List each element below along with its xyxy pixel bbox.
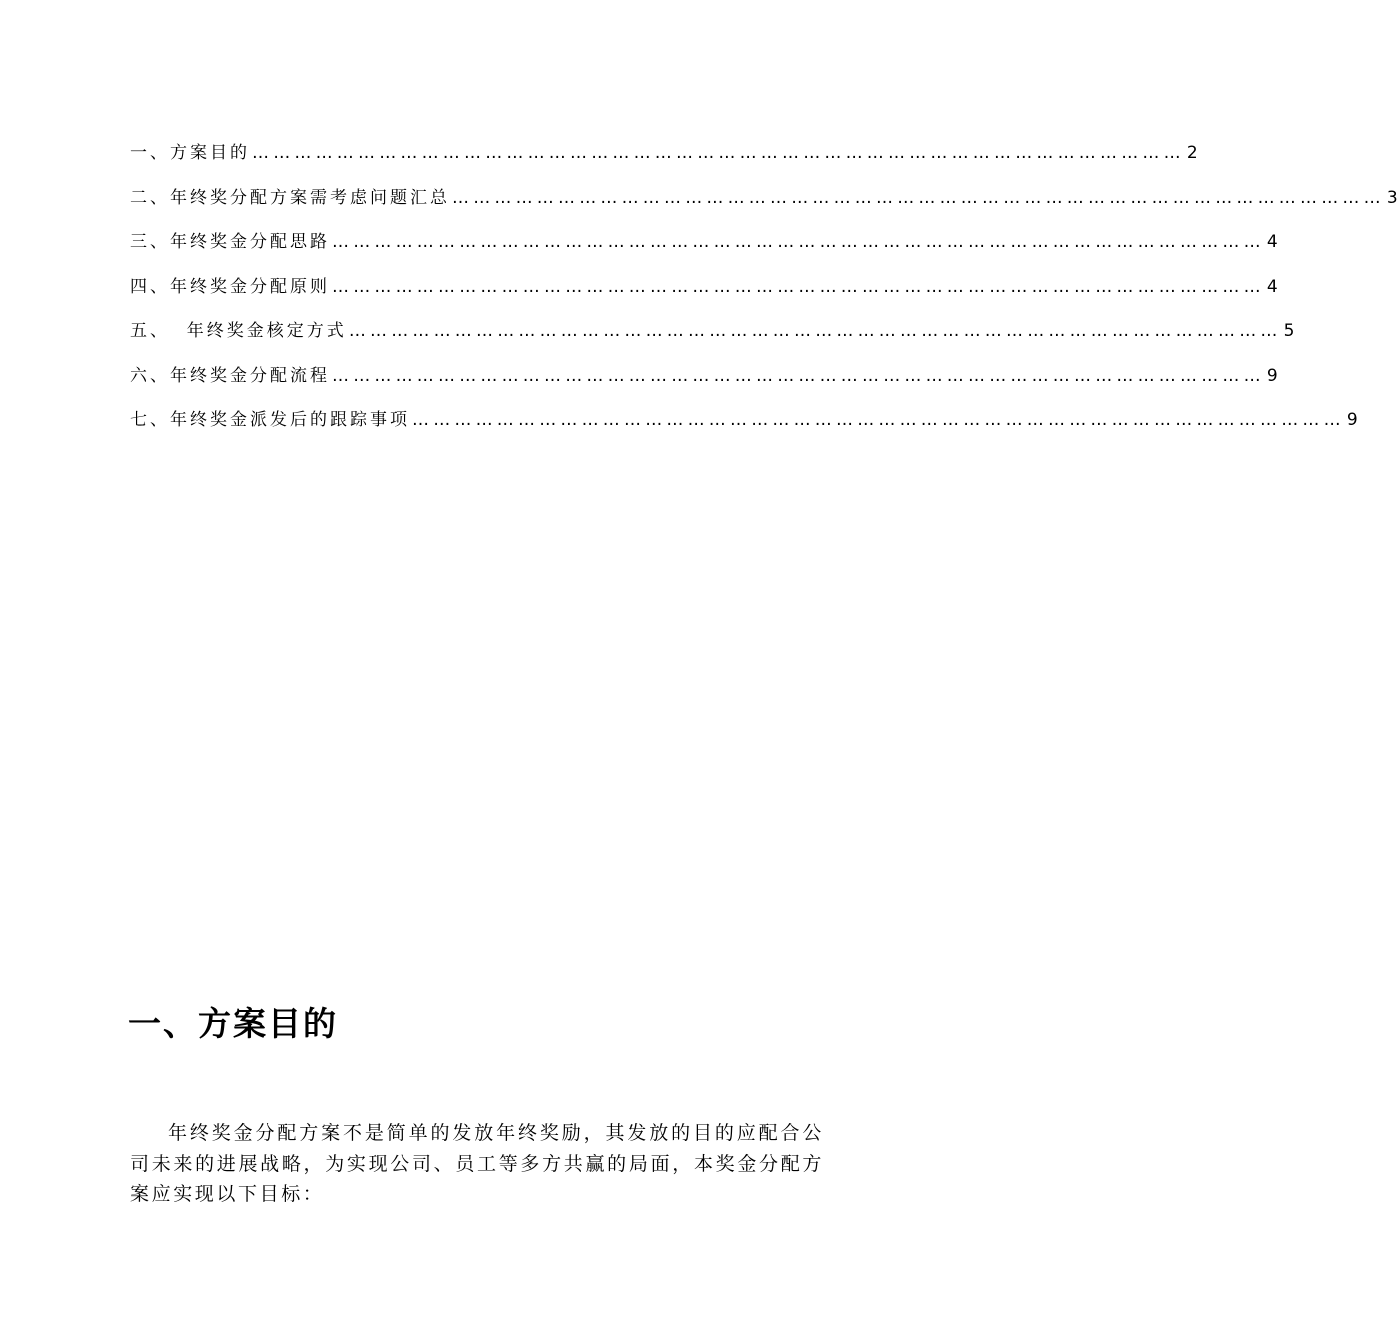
table-of-contents bbox=[130, 138, 1398, 450]
section-heading: 一、方案目的 bbox=[128, 1004, 338, 1043]
toc-page-number: 4 bbox=[1266, 276, 1278, 297]
toc-entry-label: 三、年终奖金分配思路 bbox=[130, 232, 330, 252]
toc-page-number: 4 bbox=[1266, 232, 1278, 252]
toc-entry[interactable] bbox=[130, 272, 1278, 317]
toc-entry[interactable] bbox=[130, 138, 1198, 183]
toc-entry[interactable] bbox=[130, 316, 1295, 361]
toc-leader-dots: …………………………………………………………………………………………………………………… bbox=[332, 232, 1265, 252]
toc-entry[interactable] bbox=[130, 183, 1398, 228]
toc-entry-label: 五、 年终奖金核定方式 bbox=[130, 321, 347, 341]
toc-entry[interactable] bbox=[130, 361, 1278, 406]
toc-page-number: 9 bbox=[1346, 410, 1358, 430]
toc-page-number: 3 bbox=[1386, 187, 1398, 208]
toc-entry-label: 二、年终奖分配方案需考虑问题汇总 bbox=[130, 187, 450, 208]
toc-leader-dots: …………………………………………………………………………………………………………………… bbox=[348, 321, 1282, 341]
toc-page-number: 9 bbox=[1266, 365, 1278, 386]
toc-leader-dots: …………………………………………………………………………………………………………………… bbox=[412, 410, 1345, 430]
toc-leader-dots: …………………………………………………………………………………………………………………… bbox=[332, 276, 1265, 297]
toc-page-number: 5 bbox=[1283, 321, 1295, 341]
toc-page-number: 2 bbox=[1186, 143, 1198, 163]
toc-entry-label: 六、年终奖金分配流程 bbox=[130, 365, 330, 386]
toc-leader-dots: …………………………………………………………………………………………………………………… bbox=[252, 143, 1185, 163]
toc-leader-dots: …………………………………………………………………………………………………………………… bbox=[452, 187, 1385, 208]
toc-entry-label: 七、年终奖金派发后的跟踪事项 bbox=[130, 410, 410, 430]
toc-entry-label: 四、年终奖金分配原则 bbox=[130, 276, 330, 297]
toc-entry-label: 一、方案目的 bbox=[130, 143, 250, 163]
section-paragraph: 年终奖金分配方案不是简单的发放年终奖励，其发放的目的应配合公司未来的进展战略，为实现公司、员工等多方共赢的局面，本奖金分配方案应实现以下目标： bbox=[130, 1122, 824, 1205]
toc-entry[interactable] bbox=[130, 405, 1358, 450]
toc-leader-dots: …………………………………………………………………………………………………………………… bbox=[332, 365, 1265, 386]
toc-entry[interactable] bbox=[130, 227, 1278, 272]
